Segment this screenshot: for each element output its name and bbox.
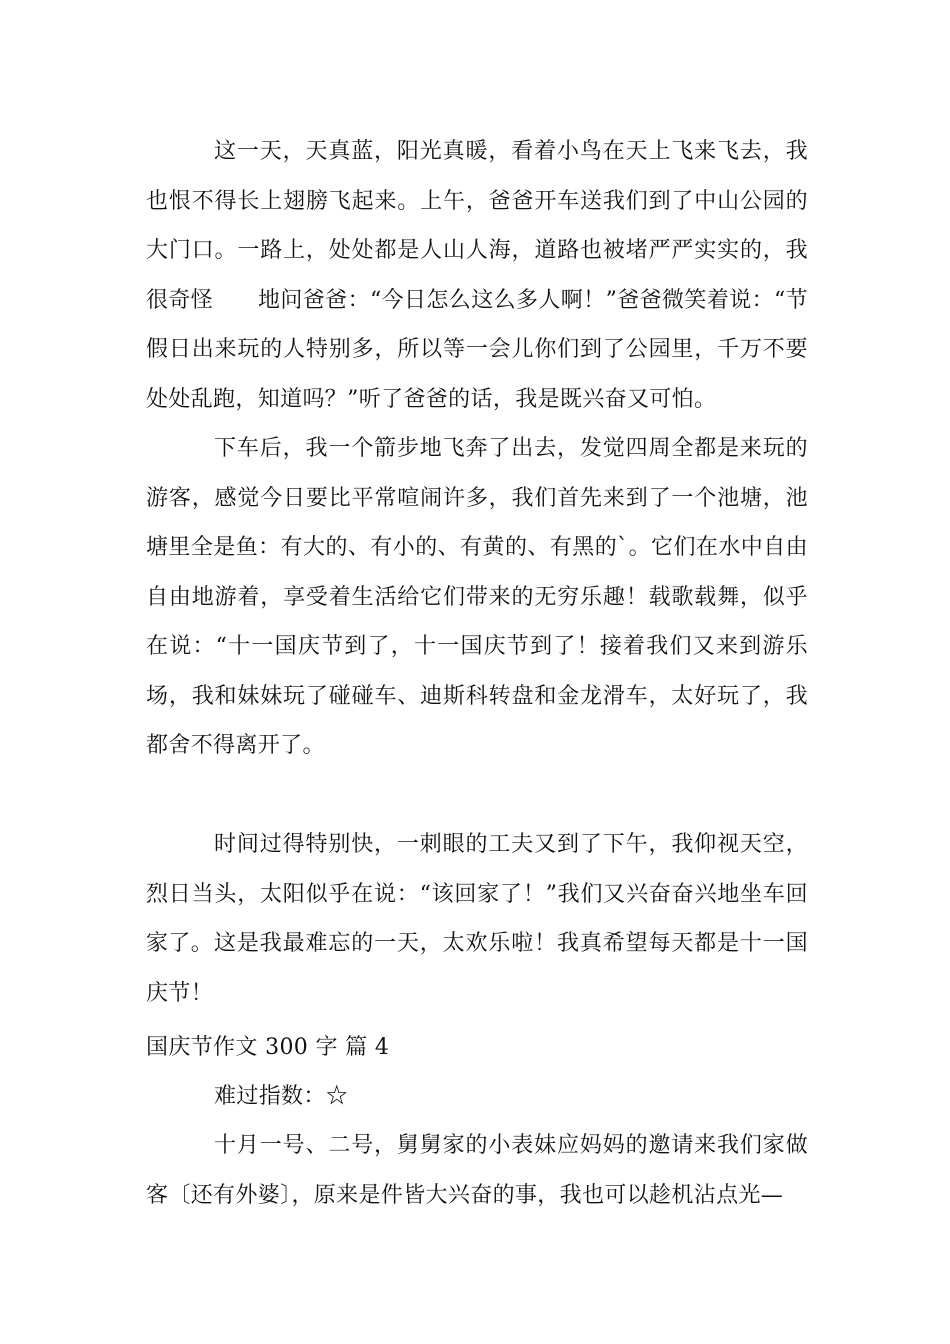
section-heading: 国庆节作文 300 字 篇 4 bbox=[146, 1035, 390, 1060]
paragraph-1: 这一天，天真蓝，阳光真暖，看着小鸟在天上飞来飞去，我也恨不得长上翅膀飞起来。上午，爸爸开车送我们到了中山公园的大门口。一路上，处处都是人山人海，道路也被堵严严实实的，我很奇怪 地问爸爸：“今日怎么这么多人啊！”爸爸微笑着说：“节假日出来玩的人特别多，所以等一会儿你们到了公园里，千万不要处处乱跑，知道吗？”听了爸爸的话，我是既兴奋又可怕。 bbox=[146, 139, 808, 412]
paragraph-4: 这是我最难忘的一天，太欢乐啦！我真希望每天都是十一国庆节！ bbox=[146, 931, 808, 1006]
paragraph-2: 下车后，我一个箭步地飞奔了出去，发觉四周全都是来玩的游客，感觉今日要比平常喧闹许多，我们首先来到了一个池塘，池塘里全是鱼：有大的、有小的、有黄的、有黑的`。它们在水中自由自由地游着，享受着生活给它们带来的无穷乐趣！载歌载舞，似乎在说：“十一国庆节到了，十一国庆节到了！接着我们又来到游乐场，我和妹妹玩了碰碰车、迪斯科转盘和金龙滑车，太好玩了，我都舍不得离开了。 bbox=[146, 436, 808, 758]
paragraph-3: 时间过得特别快，一刺眼的工夫又到了下午，我仰视天空，烈日当头，太阳似乎在说：“该回家了！”我们又兴奋奋兴地坐车回家了。 bbox=[146, 832, 808, 956]
difficulty-rating: 难过指数：☆ bbox=[214, 1084, 349, 1109]
paragraph-5: 十月一号、二号，舅舅家的小表妹应妈妈的邀请来我们家做客〔还有外婆〕，原来是件皆大兴奋的事，我也可以趁机沾点光— bbox=[146, 1133, 808, 1208]
